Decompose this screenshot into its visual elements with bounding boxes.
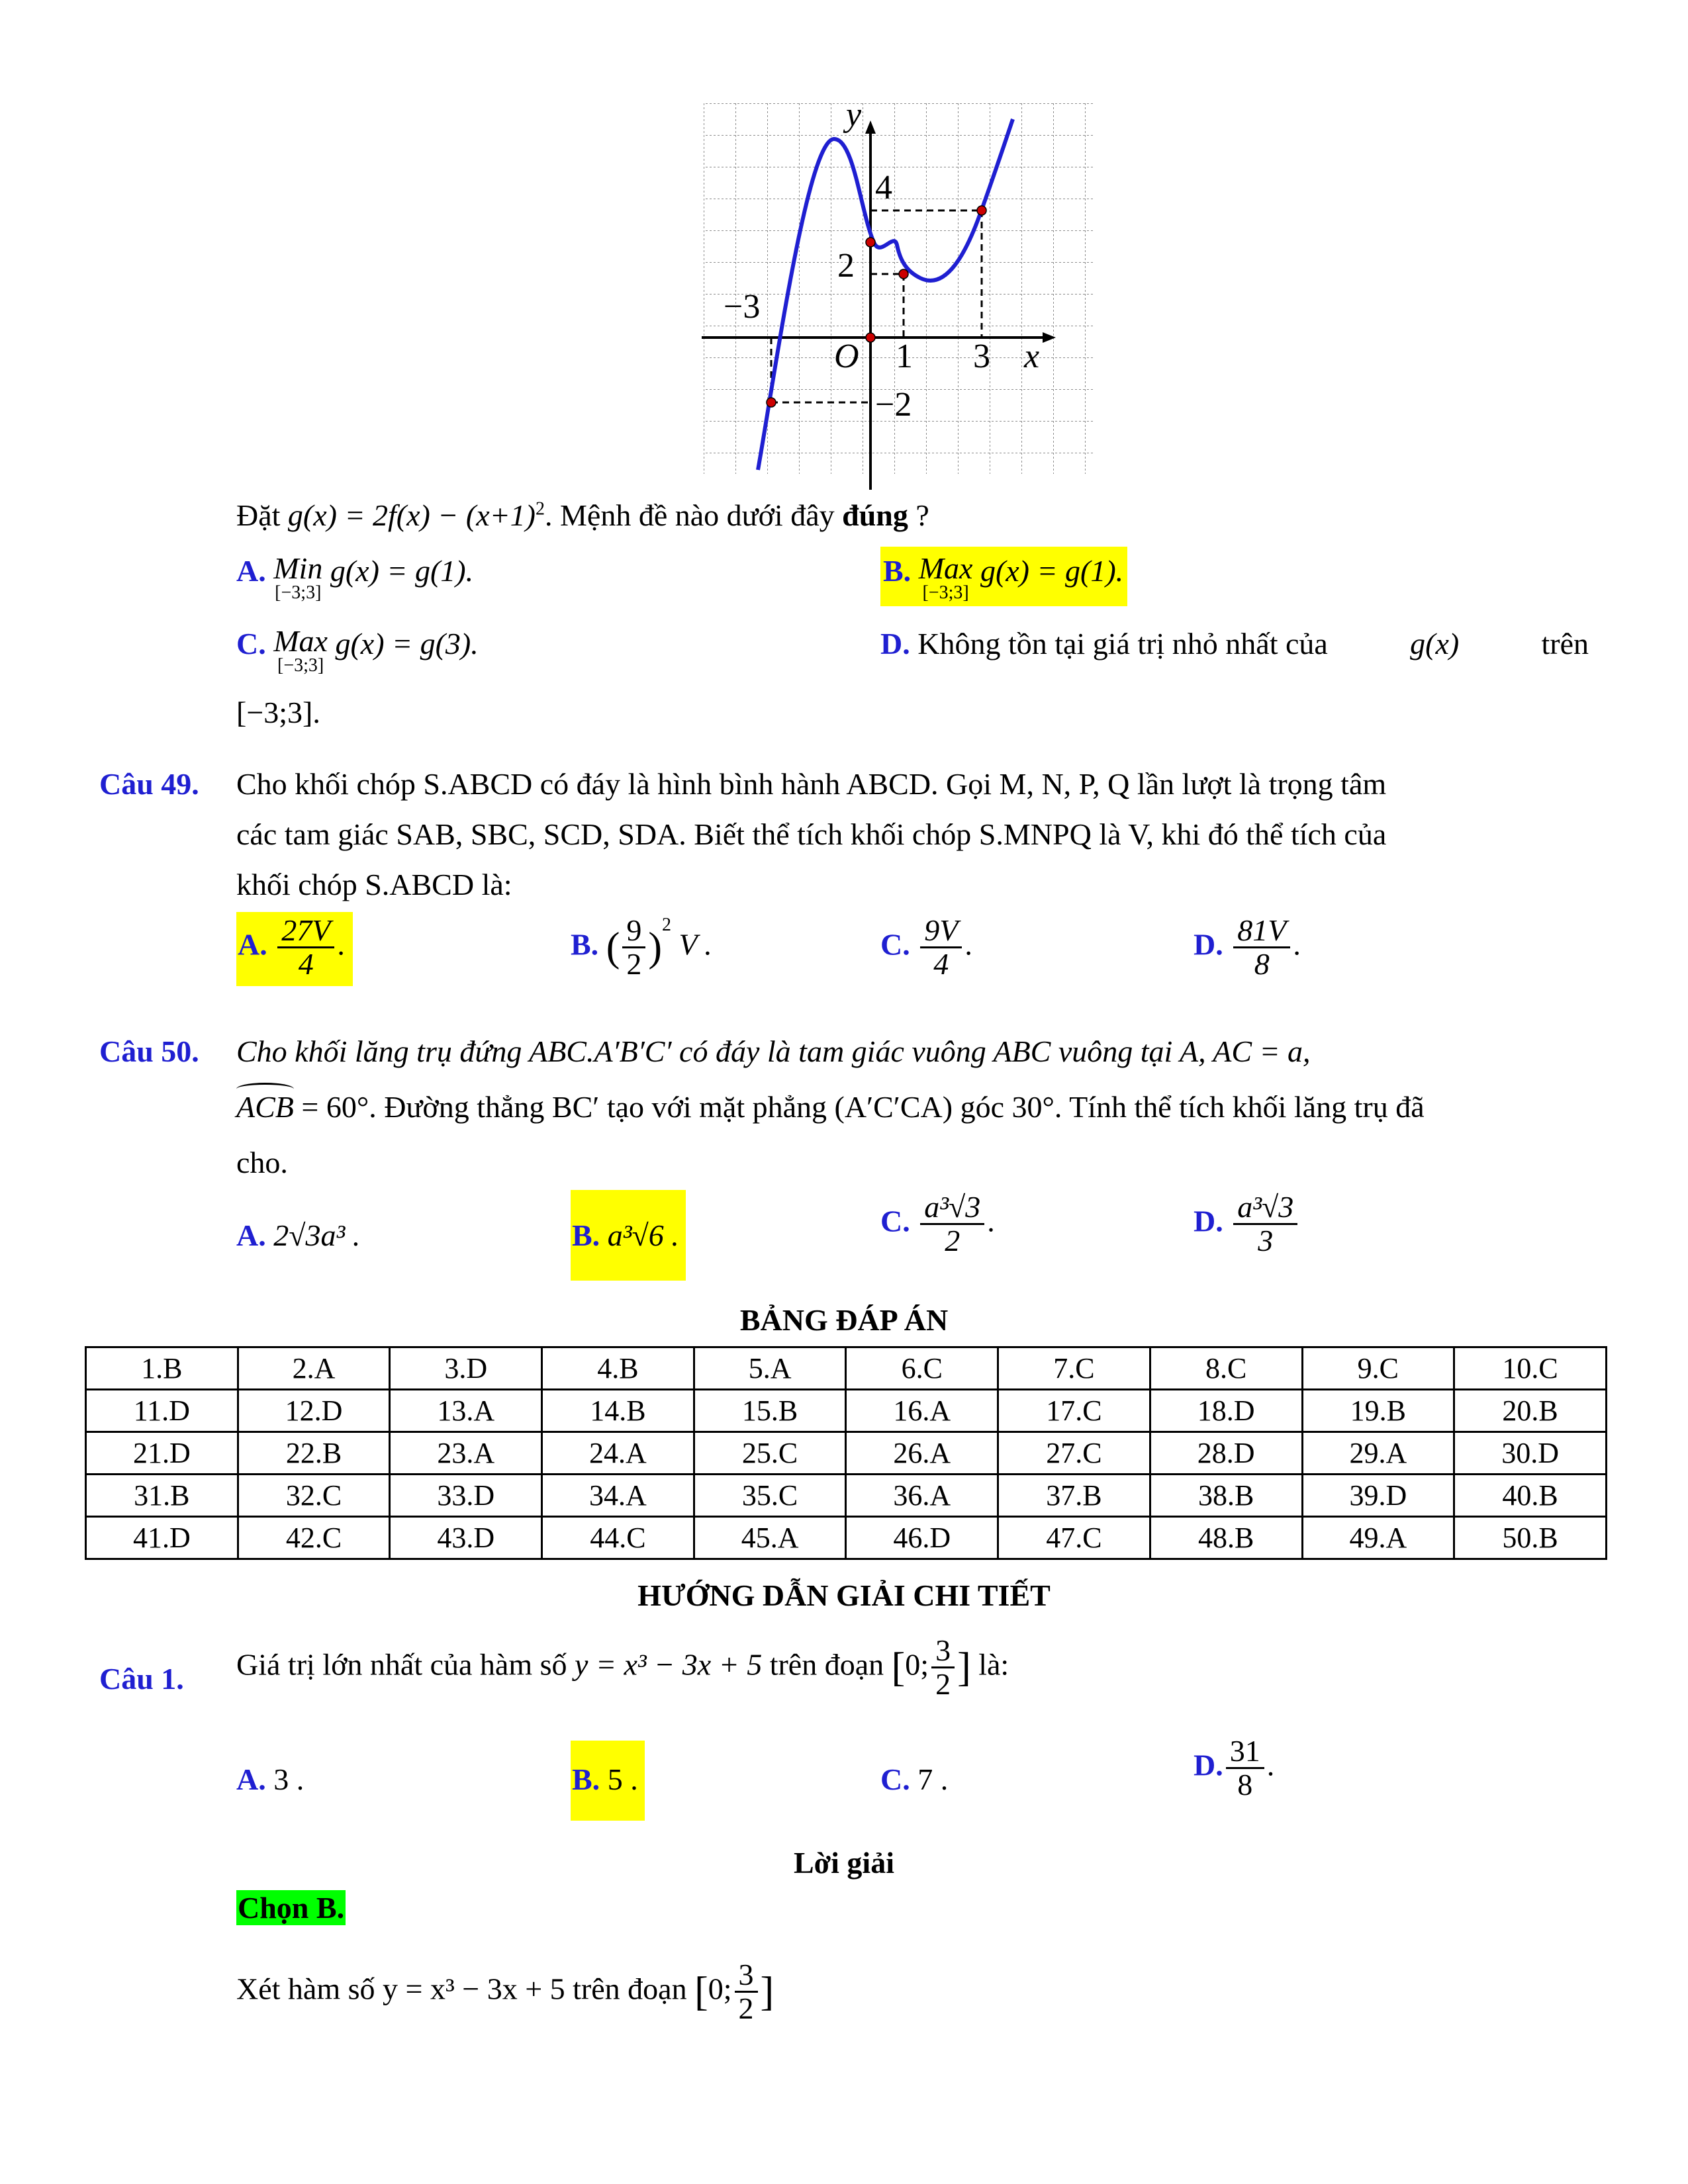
q49-option-d-label: D. [1194, 927, 1223, 962]
answer-cell: 18.D [1150, 1390, 1302, 1432]
answer-cell: 9.C [1302, 1347, 1454, 1390]
tick-label-3: 3 [973, 338, 990, 375]
q49-line1: Cho khối chóp S.ABCD có đáy là hình bình hành ABCD. Gọi M, N, P, Q lần lượt là trọng tâm [236, 767, 1387, 801]
q48-stem-exp: 2 [536, 498, 545, 520]
answer-table-row [86, 1432, 1607, 1475]
q1-option-c-value: 7 . [917, 1762, 949, 1796]
tick-label-neg3: −3 [724, 288, 761, 326]
q48-option-a-label: A. [236, 554, 266, 588]
q1-option-a[interactable] [236, 1762, 304, 1797]
q49-line3: khối chóp S.ABCD là: [236, 868, 512, 901]
answer-cell: 2.A [238, 1347, 390, 1390]
answer-cell: 30.D [1454, 1432, 1607, 1475]
q48-stem-mid: . Mệnh đề nào dưới đây [545, 498, 835, 532]
q49-option-d-num: 81V [1233, 915, 1290, 948]
q49-option-b-tail: V . [679, 927, 712, 962]
q50-line1: Cho khối lăng trụ đứng ABC.A′B′C′ có đáy là tam giác vuông ABC vuông tại A, AC = a, [236, 1034, 1311, 1068]
answer-cell: 13.A [390, 1390, 542, 1432]
answer-cell: 36.A [846, 1475, 998, 1517]
answer-cell: 32.C [238, 1475, 390, 1517]
q1-option-b[interactable] [571, 1741, 645, 1821]
q48-option-d-label: D. [880, 627, 910, 660]
answer-cell: 22.B [238, 1432, 390, 1475]
answer-cell: 43.D [390, 1517, 542, 1559]
q1-stem-text: Giá trị lớn nhất của hàm số [236, 1647, 567, 1682]
answer-cell: 15.B [694, 1390, 846, 1432]
q50-option-a[interactable] [236, 1218, 360, 1253]
answer-cell: 41.D [86, 1517, 238, 1559]
answer-cell: 28.D [1150, 1432, 1302, 1475]
q50-option-d-label: D. [1194, 1204, 1223, 1238]
q50-option-a-label: A. [236, 1218, 266, 1252]
x-axis-label: x [1024, 338, 1040, 375]
q48-option-b-sub: [−3;3] [922, 582, 969, 603]
answer-cell: 50.B [1454, 1517, 1607, 1559]
q50-option-b-expr: a³√6 . [607, 1218, 679, 1252]
q48-option-d[interactable] [880, 626, 1589, 661]
answer-cell: 11.D [86, 1390, 238, 1432]
q49-option-a-den: 4 [298, 947, 314, 981]
q50-option-b[interactable] [571, 1190, 686, 1281]
q49-option-b-num: 9 [622, 915, 645, 948]
q48-option-d-interval: [−3;3]. [236, 696, 320, 729]
answer-cell: 3.D [390, 1347, 542, 1390]
q50-line2 [236, 1087, 1425, 1124]
q48-option-b-label: B. [883, 554, 912, 588]
q1-option-d-label: D. [1194, 1748, 1223, 1782]
q50-option-d[interactable] [1194, 1191, 1300, 1257]
answer-table-row [86, 1347, 1607, 1390]
q50-label: Câu 50. [99, 1034, 199, 1068]
q49-option-b-label: B. [571, 927, 599, 962]
q49-option-b-exp: 2 [662, 915, 671, 935]
answer-cell: 46.D [846, 1517, 998, 1559]
q48-option-a[interactable] [236, 553, 473, 602]
q49-option-c-num: 9V [920, 915, 962, 948]
answer-cell: 26.A [846, 1432, 998, 1475]
q48-option-a-expr: g(x) = g(1). [330, 554, 474, 588]
q50-option-d-den: 3 [1258, 1224, 1274, 1258]
q1-option-b-label: B. [572, 1762, 600, 1796]
q49-option-b-den: 2 [626, 947, 642, 981]
tick-label-4: 4 [875, 169, 892, 206]
q49-option-c-label: C. [880, 927, 910, 962]
q49-option-a-label: A. [238, 927, 267, 962]
q50-option-c-den: 2 [945, 1224, 961, 1258]
q1-stem-on: trên đoạn [769, 1647, 884, 1682]
tick-label-neg2: −2 [875, 386, 912, 424]
answer-cell: 42.C [238, 1517, 390, 1559]
answer-table-row [86, 1517, 1607, 1559]
answer-cell: 27.C [998, 1432, 1150, 1475]
answer-cell: 37.B [998, 1475, 1150, 1517]
y-axis-label: y [846, 99, 862, 134]
tick-label-2: 2 [837, 247, 855, 285]
q48-option-c-label: C. [236, 627, 266, 660]
answer-cell: 21.D [86, 1432, 238, 1475]
q49-option-c[interactable]: C. $\frac{9V}{4}$ . [880, 913, 972, 981]
q50-line2-angle: ACB [236, 1090, 294, 1124]
answer-cell: 23.A [390, 1432, 542, 1475]
xet-interval-left: 0; [708, 1972, 732, 2006]
q49-option-d[interactable]: D. $\frac{81V}{8}$ . [1194, 913, 1301, 981]
q49-label: Câu 49. [99, 767, 199, 801]
q1-interval-den: 2 [935, 1667, 951, 1702]
answer-table-row [86, 1475, 1607, 1517]
q49-option-a[interactable]: A. $\frac{27V}{4}$ . [236, 912, 353, 986]
q50-option-c-num: a³√3 [920, 1191, 984, 1225]
q50-option-a-expr: 2√3a³ . [273, 1218, 361, 1252]
answer-cell: 14.B [542, 1390, 694, 1432]
q1-option-b-value: 5 . [607, 1762, 638, 1796]
answer-table-title: BẢNG ĐÁP ÁN [739, 1303, 949, 1337]
answer-cell: 10.C [1454, 1347, 1607, 1390]
answer-cell: 35.C [694, 1475, 846, 1517]
q50-option-d-num: a³√3 [1233, 1191, 1297, 1225]
loi-giai-heading: Lời giải [794, 1846, 894, 1880]
q48-stem-prefix: Đặt [236, 498, 281, 532]
answer-cell: 40.B [1454, 1475, 1607, 1517]
q1-stem: Giá trị lớn nhất của hàm số y = x³ − 3x + 5 trên đoạn [0; $\frac{3}{2}$ ] là: [236, 1633, 1009, 1702]
xet-fn: y = x³ − 3x + 5 [383, 1972, 565, 2006]
q49-option-d-den: 8 [1254, 947, 1270, 981]
angle-arc-icon [236, 1083, 294, 1095]
q48-stem-bold: đúng [842, 498, 908, 532]
answer-cell: 8.C [1150, 1347, 1302, 1390]
solutions-title: HƯỚNG DẪN GIẢI CHI TIẾT [637, 1578, 1051, 1612]
answer-cell: 19.B [1302, 1390, 1454, 1432]
answer-cell: 38.B [1150, 1475, 1302, 1517]
xet-prefix: Xét hàm số [236, 1972, 375, 2006]
answer-cell: 47.C [998, 1517, 1150, 1559]
q1-option-a-value: 3 . [273, 1762, 305, 1796]
q49-option-b[interactable]: B. ( $\frac{9}{2}$ )$^2$ V . [571, 913, 712, 981]
q1-label: Câu 1. [99, 1662, 184, 1696]
answer-cell: 29.A [1302, 1432, 1454, 1475]
tick-label-1: 1 [896, 338, 913, 375]
answer-cell: 31.B [86, 1475, 238, 1517]
answer-cell: 5.A [694, 1347, 846, 1390]
answer-cell: 33.D [390, 1475, 542, 1517]
answer-cell: 44.C [542, 1517, 694, 1559]
q48-option-b-op: Max [918, 551, 973, 585]
answer-cell: 20.B [1454, 1390, 1607, 1432]
q48-option-a-sub: [−3;3] [275, 582, 322, 603]
xet-on: trên đoạn [573, 1972, 687, 2006]
answer-cell: 48.B [1150, 1517, 1302, 1559]
q48-option-c-expr: g(x) = g(3). [335, 627, 479, 660]
q50-line3: cho. [236, 1146, 288, 1179]
answer-cell: 1.B [86, 1347, 238, 1390]
answer-cell: 49.A [1302, 1517, 1454, 1559]
answer-cell: 34.A [542, 1475, 694, 1517]
q49-line2: các tam giác SAB, SBC, SCD, SDA. Biết thể tích khối chóp S.MNPQ là V, khi đó thể tích của [236, 817, 1387, 851]
q1-interval-num: 3 [931, 1635, 955, 1668]
q1-option-d-den: 8 [1237, 1768, 1253, 1802]
chon-answer: Chọn B. [238, 1891, 345, 1925]
q48-option-d-fn: g(x) [1410, 627, 1460, 660]
q1-option-d[interactable]: D. $\frac{31}{8}$ . [1194, 1734, 1275, 1802]
q1-interval-left: 0; [905, 1647, 929, 1682]
q48-option-b-expr: g(x) = g(1). [980, 554, 1124, 588]
answer-cell: 17.C [998, 1390, 1150, 1432]
xet-interval-den: 2 [738, 1991, 754, 2026]
q49-option-a-num: 27V [277, 915, 334, 948]
answer-cell: 16.A [846, 1390, 998, 1432]
q48-option-d-text: Không tồn tại giá trị nhỏ nhất của [917, 627, 1328, 660]
q1-stem-fn: y = x³ − 3x + 5 [575, 1647, 763, 1682]
answer-table-row [86, 1390, 1607, 1432]
answer-cell: 24.A [542, 1432, 694, 1475]
q48-stem-end: ? [915, 498, 929, 532]
q50-option-c-label: C. [880, 1204, 910, 1238]
answer-cell: 39.D [1302, 1475, 1454, 1517]
q49-option-c-den: 4 [933, 947, 949, 981]
answer-cell: 4.B [542, 1347, 694, 1390]
answer-cell: 45.A [694, 1517, 846, 1559]
xet-line: Xét hàm số y = x³ − 3x + 5 trên đoạn [0; $\frac{3}{2}$ ] [236, 1958, 774, 2026]
q1-option-c-label: C. [880, 1762, 910, 1796]
q48-option-c[interactable] [236, 626, 479, 675]
q48-stem [236, 498, 929, 533]
answer-cell: 25.C [694, 1432, 846, 1475]
answer-cell: 6.C [846, 1347, 998, 1390]
q48-option-d-end: trên [1541, 627, 1589, 660]
q48-stem-formula: g(x) = 2f(x) − (x+1) [287, 498, 536, 532]
origin-label: O [834, 338, 859, 375]
q48-option-c-op: Max [273, 624, 328, 658]
xet-interval-num: 3 [735, 1959, 758, 1993]
q50-option-b-label: B. [572, 1218, 600, 1252]
q48-option-d-cont [236, 695, 320, 730]
q48-option-a-op: Min [273, 551, 323, 585]
q1-stem-end: là: [978, 1647, 1009, 1682]
answer-cell: 7.C [998, 1347, 1150, 1390]
q1-option-a-label: A. [236, 1762, 266, 1796]
q1-option-c[interactable] [880, 1762, 948, 1797]
function-graph [702, 99, 1099, 490]
answer-cell: 12.D [238, 1390, 390, 1432]
q50-line2-text: = 60°. Đường thẳng BC′ tạo với mặt phẳng (A′C′CA) góc 30°. Tính thể tích khối lăng trụ đã [301, 1090, 1425, 1124]
q48-option-c-sub: [−3;3] [277, 655, 324, 676]
q1-option-d-num: 31 [1226, 1735, 1264, 1769]
q48-option-b[interactable] [880, 547, 1127, 606]
q50-option-c[interactable]: C. $\frac{\text{a³√3}}{2}$ . [880, 1190, 995, 1258]
answer-table [85, 1346, 1607, 1560]
